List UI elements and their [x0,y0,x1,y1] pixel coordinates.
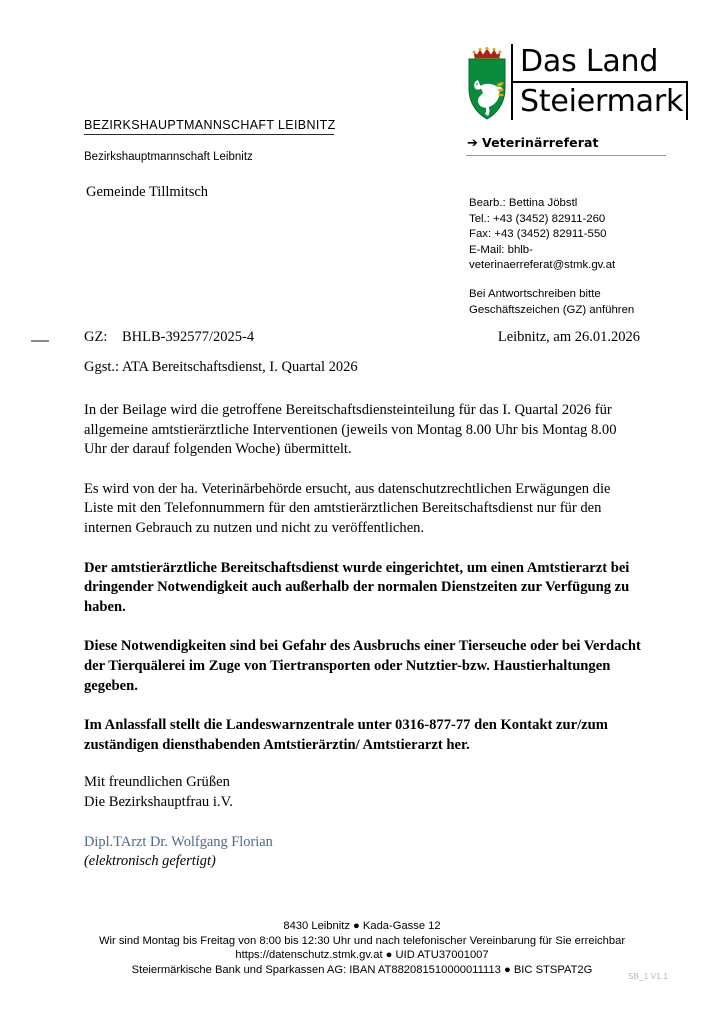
subject-row [84,359,358,376]
department-divider [466,155,666,156]
footer-bank-details: Steiermärkische Bank und Sparkassen AG: IBAN AT882081510000011113 ● BIC STSPAT2G [131,963,593,976]
reference-label: GZ: [84,329,108,345]
body-paragraph-2: Es wird von der ha. Veterinärbehörde ersucht, aus datenschutzrechtlichen Erwägungen die Liste mit den Telefonnummern für den amtstierärztlichen Bereitschaftsdienst nur für den internen Gebrauch zu nutzen und nicht zu veröffentlichen. [84,480,611,536]
page-footer [0,919,724,977]
styria-coat-of-arms-icon [466,47,508,123]
document-form-code: SB_1 V1.1 [628,972,669,981]
authority-title: BEZIRKSHAUPTMANNSCHAFT LEIBNITZ [84,118,336,132]
body-paragraph-4: Diese Notwendigkeiten sind bei Gefahr des Ausbruchs einer Tierseuche oder bei Verdacht der Tierquälerei im Zuge von Tiertransporten oder Nutztier-bzw. Haustierhaltungen gegeben. [84,638,641,694]
green-shield-with-panther-icon [468,58,506,120]
state-logo [466,44,684,156]
signature-note: (elektronisch gefertigt) [84,853,216,870]
contact-fax: Fax: +43 (3452) 82911-550 [469,228,607,241]
closing-line-2: Die Bezirkshauptfrau i.V. [84,793,233,810]
footer-address: 8430 Leibnitz ● Kada-Gasse 12 [283,920,441,932]
contact-block [469,196,689,318]
contact-clerk: Bearb.: Bettina Jöbstl [469,197,578,209]
fold-mark [31,340,49,342]
reference-value: BHLB-392577/2025-4 [122,329,255,345]
reference-row [84,329,640,346]
closing-block [84,773,642,812]
reply-note-line-2: Geschäftszeichen (GZ) anführen [469,303,635,316]
wordmark [511,44,688,120]
subject-label: Ggst.: [84,359,120,375]
footer-privacy-and-uid: https://datenschutz.stmk.gv.at ● UID ATU37001007 [235,949,489,962]
contact-email-line-1: E-Mail: bhlb- [469,243,533,256]
department-name: Veterinärreferat [482,135,599,150]
body-paragraph-1: In der Beilage wird die getroffene Bereitschaftsdiensteinteilung für das I. Quartal 2026 für allgemeine amtstierärztliche Interventionen (jeweils von Montag 8.00 Uhr bis Montag 8.00 Uhr der darauf folgenden Woche) übermittelt. [84,402,617,458]
subject-value: ATA Bereitschaftsdienst, I. Quartal 2026 [122,359,358,375]
body-paragraph-3: Der amtstierärztliche Bereitschaftsdienst wurde eingerichtet, um einen Amtstierarzt bei dringender Notwendigkeit auch außerhalb der normalen Dienstzeiten zur Verfügung zu haben. [84,559,630,615]
contact-phone: Tel.: +43 (3452) 82911-260 [469,212,606,225]
contact-email-line-2: veterinaerreferat@stmk.gv.at [469,259,616,272]
signer-name: Dipl.TArzt Dr. Wolfgang Florian [84,833,273,850]
footer-office-hours: Wir sind Montag bis Freitag von 8:00 bis 12:30 Uhr und nach telefonischer Vereinbarung für Sie erreichbar [98,934,626,947]
document-date: Leibnitz, am 26.01.2026 [497,329,640,345]
closing-line-1: Mit freundlichen Grüßen [84,774,230,791]
wordmark-line-1: Das Land [511,44,688,83]
department-label [467,135,676,151]
logo-row [466,44,684,123]
recipient-address: Gemeinde Tillmitsch [86,184,209,200]
reply-note-line-1: Bei Antwortschreiben bitte [469,287,601,300]
body-paragraph-5: Im Anlassfall stellt die Landeswarnzentrale unter 0316-877-77 den Kontakt zur/zum zuständigen diensthabenden Amtstierärztin/ Amtstierarzt her. [84,717,608,753]
document-body [84,401,642,872]
contact-spacer [469,274,689,287]
arrow-right-icon: ➔ [467,136,478,151]
reference-number [84,329,254,346]
wordmark-line-2: Steiermark [511,83,688,120]
authority-title-divider [84,134,334,135]
authority-subtitle: Bezirkshauptmannschaft Leibnitz [84,151,253,163]
